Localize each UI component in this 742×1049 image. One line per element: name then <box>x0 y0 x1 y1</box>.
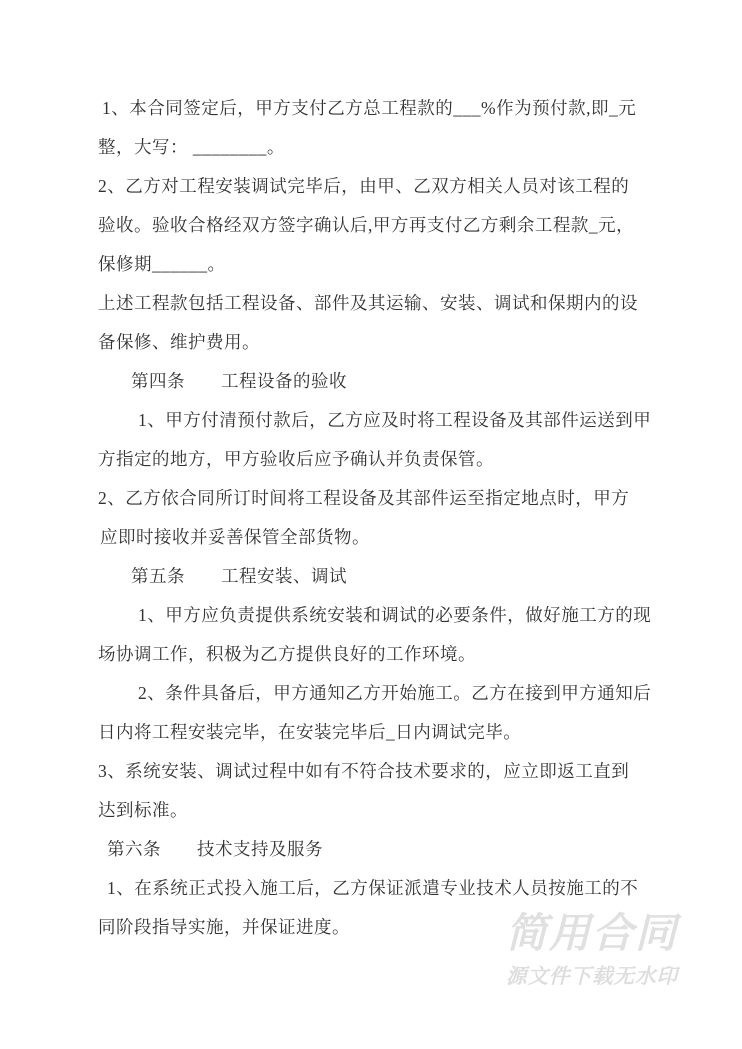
text-line: 同阶段指导实施，并保证进度。 <box>98 917 350 937</box>
text-line: 第五条 工程安装、调试 <box>131 566 347 586</box>
text-line: 3、系统安装、调试过程中如有不符合技术要求的，应立即返工直到 <box>98 761 630 781</box>
text-line: 日内将工程安装完毕，在安装完毕后_日内调试完毕。 <box>98 722 522 742</box>
text-line: 备保修、维护费用。 <box>98 332 260 352</box>
text-line: 第六条 技术支持及服务 <box>107 839 323 859</box>
text-line: 第四条 工程设备的验收 <box>131 371 347 391</box>
text-line: 验收。验收合格经双方签字确认后,甲方再支付乙方剩余工程款_元， <box>98 215 635 235</box>
text-line: 2、乙方依合同所订时间将工程设备及其部件运至指定地点时，甲方 <box>98 488 630 508</box>
text-line: 2、乙方对工程安装调试完毕后，由甲、乙双方相关人员对该工程的 <box>98 176 630 196</box>
text-line: 1、甲方应负责提供系统安装和调试的必要条件，做好施工方的现 <box>138 605 652 625</box>
text-line: 应即时接收并妥善保管全部货物。 <box>100 527 370 547</box>
text-line: 上述工程款包括工程设备、部件及其运输、安装、调试和保期内的设 <box>98 293 638 313</box>
text-line: 场协调工作，积极为乙方提供良好的工作环境。 <box>98 644 476 664</box>
text-line: 2、条件具备后，甲方通知乙方开始施工。乙方在接到甲方通知后 <box>138 683 652 703</box>
document-body <box>98 89 658 947</box>
watermark-subtitle: 源文件下载无水印 <box>506 965 678 988</box>
text-line: 1、在系统正式投入施工后，乙方保证派遣专业技术人员按施工的不 <box>107 878 639 898</box>
text-line: 保修期______。 <box>98 254 226 274</box>
text-line: 方指定的地方，甲方验收后应予确认并负责保管。 <box>98 449 494 469</box>
text-line: 1、甲方付清预付款后，乙方应及时将工程设备及其部件运送到甲 <box>138 410 652 430</box>
text-line: 1、本合同签定后，甲方支付乙方总工程款的___%作为预付款,即_元 <box>102 98 637 118</box>
watermark-title: 简用合同 <box>506 910 678 956</box>
text-line: 达到标准。 <box>98 800 188 820</box>
text-line: 整，大写： ________。 <box>98 137 285 157</box>
